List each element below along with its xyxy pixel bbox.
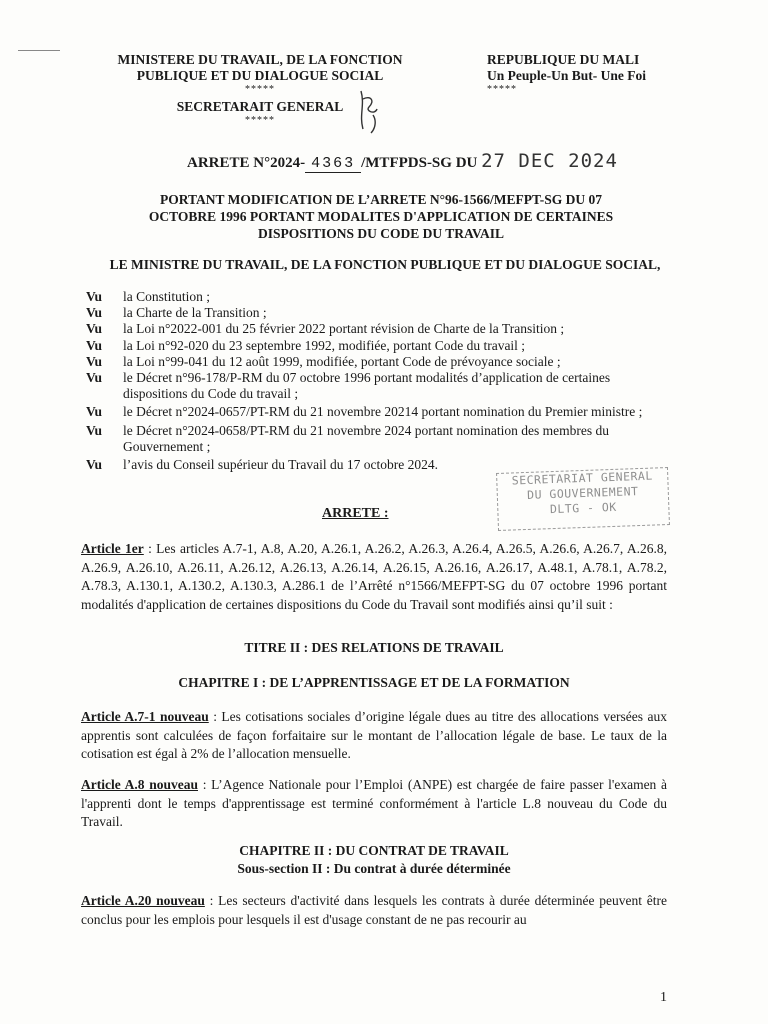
title-line-3: DISPOSITIONS DU CODE DU TRAVAIL [257, 226, 505, 241]
vu-text: la Charte de la Transition ; [123, 305, 267, 321]
minister-heading: LE MINISTRE DU TRAVAIL, DE LA FONCTION PUBLIQUE ET DU DIALOGUE SOCIAL, [109, 257, 661, 272]
article-a7-1 [81, 708, 667, 764]
vu-label: Vu [86, 404, 103, 420]
article-a8-text: : L’Agence Nationale pour l’Emploi (ANPE) est chargée de faire passer l'examen à l'apprenti dont le temps d'apprentissage est terminé conformément à l'article L.8 nouveau du Code du Travail. [81, 777, 667, 829]
title-line-2: OCTOBRE 1996 PORTANT MODALITES D'APPLICATION DE CERTAINES [148, 209, 614, 224]
article-1-label: Article 1er [81, 541, 144, 556]
article-a7-1-label: Article A.7-1 nouveau [81, 709, 209, 724]
header-stars: ***** [245, 84, 275, 95]
ministry-line-1: MINISTERE DU TRAVAIL, DE LA FONCTION [117, 52, 403, 67]
vu-list [86, 289, 678, 473]
vu-text: la Constitution ; [123, 289, 211, 304]
article-a8-label: Article A.8 nouveau [81, 777, 198, 792]
vu-text: la Loi n°99-041 du 12 août 1999, modifiée, portant Code de prévoyance sociale ; [123, 353, 561, 369]
republic-name: REPUBLIQUE DU MALI [487, 52, 640, 67]
article-1-text: : Les articles A.7-1, A.8, A.20, A.26.1, A.26.2, A.26.3, A.26.4, A.26.5, A.26.6, A.26.7, A.26.8, A.26.9, A.26.10, A.26.11, A.26.12, A.26.13, A.26.14, A.26.15, A.26.16, A.26.17, A.48.1, A.78.1, A.78.2, A.78.3, A.130.1, A.130.2, A.130.3, A.286.1 de l’Arrêté n°1566/MEFPT-SG du 07 octobre 1996 portant modalités d'application de certaines dispositions du Code du Travail sont modifiés ainsi qu’il suit : [81, 541, 667, 612]
vu-text: l’avis du Conseil supérieur du Travail du 17 octobre 2024. [123, 457, 438, 473]
vu-label: Vu [86, 289, 103, 304]
vu-item [86, 338, 678, 354]
vu-item [86, 354, 678, 370]
arrete-number: 4363 [305, 155, 361, 173]
stamp-line-1: SECRETARIAT GENERAL [511, 468, 653, 488]
vu-label: Vu [86, 370, 103, 386]
page-number: 1 [660, 990, 667, 1005]
arrete-prefix: ARRETE N°2024- [187, 155, 306, 171]
article-a8 [81, 776, 667, 832]
article-a20 [81, 892, 667, 929]
vu-item [86, 423, 678, 455]
arrete-number-line [187, 150, 707, 173]
vu-label: Vu [86, 353, 103, 369]
handwritten-initials [355, 85, 383, 135]
vu-item [86, 321, 678, 337]
vu-text: la Loi n°2022-001 du 25 février 2022 portant révision de Charte de la Transition ; [123, 321, 565, 337]
chapitre-2-heading: CHAPITRE II : DU CONTRAT DE TRAVAIL [239, 843, 509, 858]
article-a20-label: Article A.20 nouveau [81, 893, 205, 908]
vu-item [86, 370, 678, 402]
vu-item [86, 289, 678, 305]
arrete-title [96, 191, 666, 242]
title-line-1: PORTANT MODIFICATION DE L’ARRETE N°96-1566/MEFPT-SG DU 07 [160, 192, 602, 207]
vu-label: Vu [86, 422, 103, 438]
vu-item [86, 404, 678, 420]
article-1 [81, 540, 667, 614]
scan-artifact [18, 50, 60, 51]
vu-text: le Décret n°2024-0658/PT-RM du 21 novembre 2024 portant nomination des membres du Gouvernement ; [123, 422, 609, 454]
ministry-line-2: PUBLIQUE ET DU DIALOGUE SOCIAL [136, 68, 384, 83]
government-secretariat-stamp [496, 467, 670, 531]
vu-text: la Loi n°92-020 du 23 septembre 1992, modifiée, portant Code du travail ; [123, 337, 526, 353]
vu-text: le Décret n°96-178/P-RM du 07 octobre 1996 portant modalités d’application de certaines dispositions du Code du travail ; [123, 370, 611, 402]
republic-motto: Un Peuple-Un But- Une Foi [487, 68, 647, 83]
header-stars-2: ***** [245, 115, 275, 126]
vu-label: Vu [86, 457, 103, 473]
stamp-line-3: DLTG - OK [549, 499, 617, 517]
article-a20-text: : Les secteurs d'activité dans lesquels les contrats à durée déterminée peuvent être conclus pour les emplois pour lesquels il est d'usage constant de ne pas recourir au [81, 893, 667, 927]
sous-section-2-heading: Sous-section II : Du contrat à durée déterminée [237, 861, 511, 876]
vu-label: Vu [86, 321, 103, 337]
vu-label: Vu [86, 305, 103, 321]
republic-header [487, 52, 687, 96]
article-a7-1-text: : Les cotisations sociales d’origine légale dues au titre des allocations versées aux apprentis sont calculées de façon forfaitaire sur le montant de l’allocation légale de base. Le taux de la cotisation est égal à 2% de l’allocation mensuelle. [81, 709, 667, 761]
arrete-heading: ARRETE : [322, 506, 389, 521]
vu-label: Vu [86, 337, 103, 353]
arrete-date-stamp: 27 DEC 2024 [481, 150, 618, 172]
vu-item [86, 305, 678, 321]
stamp-line-2: DU GOUVERNEMENT [526, 484, 639, 502]
arrete-suffix: /MTFPDS-SG DU [361, 155, 478, 171]
titre-2-heading: TITRE II : DES RELATIONS DE TRAVAIL [244, 640, 504, 655]
vu-text: le Décret n°2024-0657/PT-RM du 21 novembre 20214 portant nomination du Premier ministre ; [123, 404, 643, 420]
chapitre-1-heading: CHAPITRE I : DE L’APPRENTISSAGE ET DE LA FORMATION [178, 675, 570, 690]
republic-stars: ***** [487, 84, 517, 95]
secretariat-label: SECRETARAIT GENERAL [176, 99, 344, 114]
